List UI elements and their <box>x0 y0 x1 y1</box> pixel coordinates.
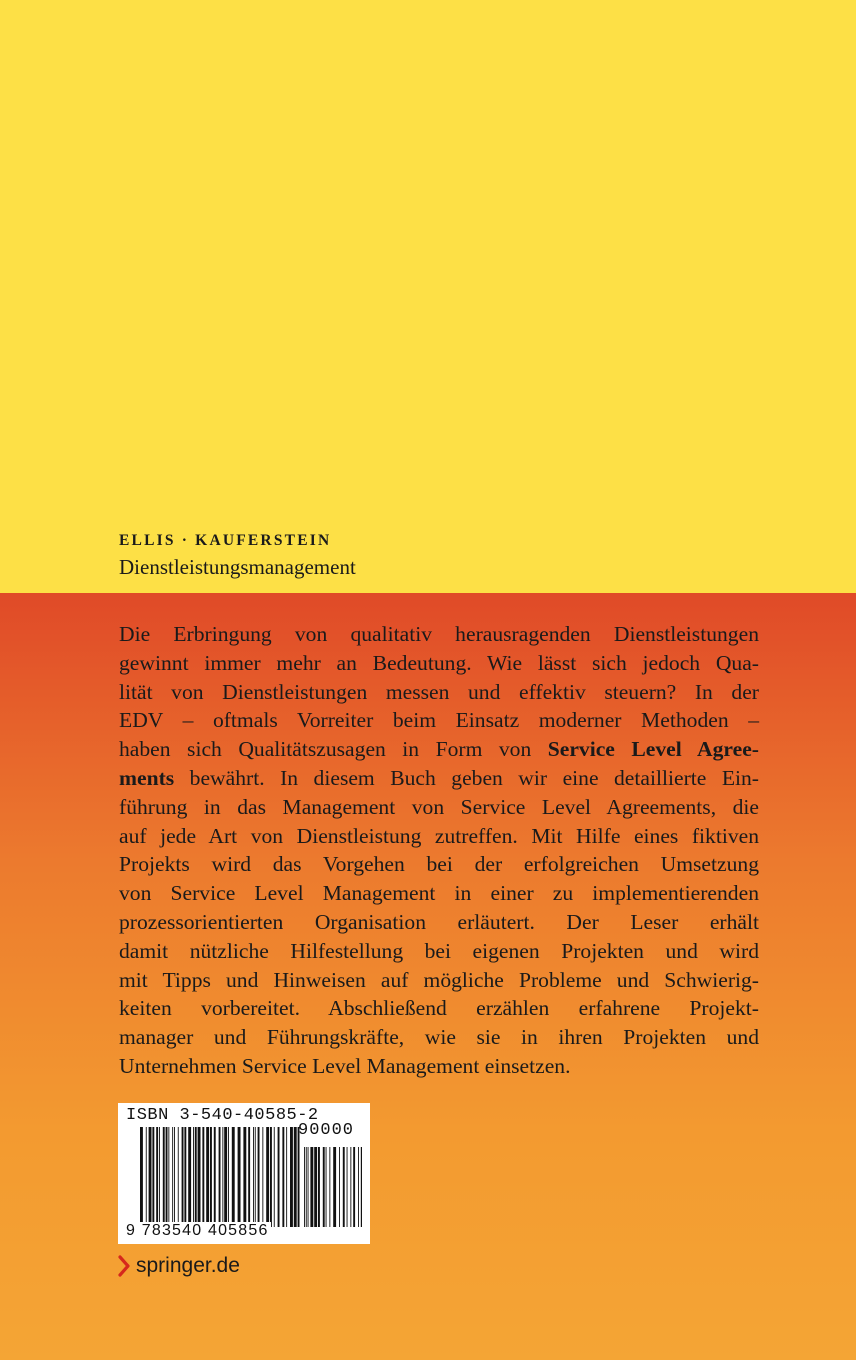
blurb-line-text: von Service Level Management in einer zu implementierenden <box>119 881 759 906</box>
blurb-line <box>119 620 759 649</box>
barcode-bar <box>343 1147 345 1227</box>
blurb-line-text: manager und Führungskräfte, wie sie in ihren Projekten und <box>119 1025 759 1050</box>
blurb-line-text: haben sich Qualitätszusagen in Form von <box>119 737 548 762</box>
barcode-bar <box>195 1127 197 1227</box>
blurb-line <box>119 1052 759 1081</box>
barcode-bar <box>238 1127 241 1227</box>
ean-digits: 9 783540 405856 <box>126 1222 269 1239</box>
barcode-bar <box>266 1127 269 1227</box>
barcode-bar <box>146 1127 147 1227</box>
barcode-bar <box>172 1127 173 1227</box>
ean-barcode-bars <box>140 1127 300 1227</box>
barcode-bar <box>270 1127 272 1227</box>
blurb-line-text: auf jede Art von Dienstleistung zutreffen. Mit Hilfe eines fiktiven <box>119 823 759 848</box>
barcode-bar <box>174 1127 175 1227</box>
blurb-line-text: prozessorientierten Organisation erläutert. Der Leser erhält <box>119 909 759 934</box>
blurb-line <box>119 764 759 793</box>
barcode-bar <box>253 1127 254 1227</box>
barcode-bar <box>314 1147 317 1227</box>
barcode-bar <box>308 1147 309 1227</box>
barcode-bar <box>222 1127 223 1227</box>
barcode-bar <box>243 1127 246 1227</box>
barcode-bar <box>248 1127 250 1227</box>
barcode-bar <box>202 1127 204 1227</box>
blurb-line <box>119 850 759 879</box>
blurb-text <box>119 620 759 1081</box>
barcode-bar <box>166 1127 168 1227</box>
barcode-bar <box>159 1127 160 1227</box>
blurb-line <box>119 994 759 1023</box>
blurb-line <box>119 793 759 822</box>
barcode-bar <box>156 1127 158 1227</box>
isbn-label: ISBN 3-540-40585-2 <box>126 1106 319 1125</box>
barcode-bar <box>326 1147 327 1227</box>
barcode-bar <box>198 1127 201 1227</box>
barcode-bar <box>361 1147 362 1227</box>
barcode-bar <box>224 1127 227 1227</box>
blurb-bold-text: Service Level Agree- <box>547 737 759 762</box>
blurb-line-text: bewährt. In diesem Buch geben wir eine detaillierte Ein- <box>174 765 759 790</box>
author-names: ELLIS · KAUFERSTEIN <box>119 532 332 549</box>
barcode-bar <box>286 1127 287 1227</box>
barcode-bar <box>140 1127 143 1227</box>
blurb-line <box>119 879 759 908</box>
isbn-barcode <box>118 1103 370 1244</box>
book-title: Dienstleistungsmanagement <box>119 555 356 579</box>
blurb-line <box>119 649 759 678</box>
blurb-line-text: mit Tipps und Hinweisen auf mögliche Probleme und Schwierig- <box>119 967 759 992</box>
publisher-url[interactable]: springer.de <box>136 1254 240 1277</box>
barcode-bar <box>306 1147 307 1227</box>
barcode-bar <box>149 1127 152 1227</box>
blurb-line-text: Die Erbringung von qualitativ herausragenden Dienstleistungen <box>119 622 759 646</box>
barcode-bar <box>152 1127 154 1227</box>
barcode-bar <box>258 1127 260 1227</box>
barcode-bar <box>318 1147 320 1227</box>
barcode-bar <box>255 1127 256 1227</box>
barcode-bar <box>184 1127 186 1227</box>
barcode-bar <box>353 1147 355 1227</box>
blurb-line <box>119 937 759 966</box>
blurb-line-text: lität von Dienstleistungen messen und effektiv steuern? In der <box>119 679 759 704</box>
barcode-bar <box>323 1147 325 1227</box>
barcode-bar <box>188 1127 191 1227</box>
blurb-line-text: damit nützliche Hilfestellung bei eigenen Projekten und wird <box>119 938 759 963</box>
blurb-line <box>119 706 759 735</box>
barcode-bar <box>182 1127 184 1227</box>
barcode-bar <box>339 1147 340 1227</box>
barcode-bar <box>294 1127 297 1227</box>
addon-barcode-bars <box>304 1147 362 1227</box>
blurb-line <box>119 822 759 851</box>
barcode-bar <box>350 1147 351 1227</box>
barcode-bar <box>163 1127 165 1227</box>
barcode-bar <box>206 1127 209 1227</box>
barcode-bar <box>219 1127 221 1227</box>
barcode-bar <box>278 1127 280 1227</box>
barcode-bar <box>262 1127 263 1227</box>
barcode-bar <box>228 1127 229 1227</box>
blurb-line-text: Unternehmen Service Level Management einsetzen. <box>119 1053 571 1078</box>
barcode-bar <box>210 1127 212 1227</box>
blurb-line-text: EDV – oftmals Vorreiter beim Einsatz moderner Methoden – <box>119 708 759 733</box>
blurb-line-text: führung in das Management von Service Level Agreements, die <box>119 794 759 819</box>
barcode-bar <box>178 1127 179 1227</box>
addon-digits: 90000 <box>298 1121 355 1140</box>
barcode-bar <box>358 1147 359 1227</box>
blurb-line <box>119 966 759 995</box>
barcode-bar <box>282 1127 284 1227</box>
barcode-bar <box>329 1147 330 1227</box>
barcode-bar <box>274 1127 275 1227</box>
blurb-line <box>119 908 759 937</box>
blurb-line <box>119 735 759 764</box>
barcode-bar <box>290 1127 293 1227</box>
barcode-bar <box>214 1127 216 1227</box>
barcode-bar <box>304 1147 305 1227</box>
blurb-line-text: gewinnt immer mehr an Bedeutung. Wie lässt sich jedoch Qua- <box>119 650 759 675</box>
blurb-line <box>119 1023 759 1052</box>
blurb-line-text: keiten vorbereitet. Abschließend erzählen erfahrene Projekt- <box>119 996 759 1021</box>
barcode-bar <box>168 1127 169 1227</box>
publisher-link[interactable] <box>118 1254 240 1278</box>
cover-top-band <box>0 0 856 593</box>
blurb-line-text: Projekts wird das Vorgehen bei der erfolgreichen Umsetzung <box>119 852 759 877</box>
barcode-bar <box>193 1127 194 1227</box>
barcode-bar <box>333 1147 336 1227</box>
barcode-bar <box>347 1147 348 1227</box>
blurb-line <box>119 678 759 707</box>
barcode-bar <box>232 1127 235 1227</box>
barcode-bar <box>310 1147 313 1227</box>
blurb-bold-text: ments <box>119 765 175 790</box>
barcode-bar <box>298 1127 300 1227</box>
chevron-right-icon <box>118 1255 130 1277</box>
